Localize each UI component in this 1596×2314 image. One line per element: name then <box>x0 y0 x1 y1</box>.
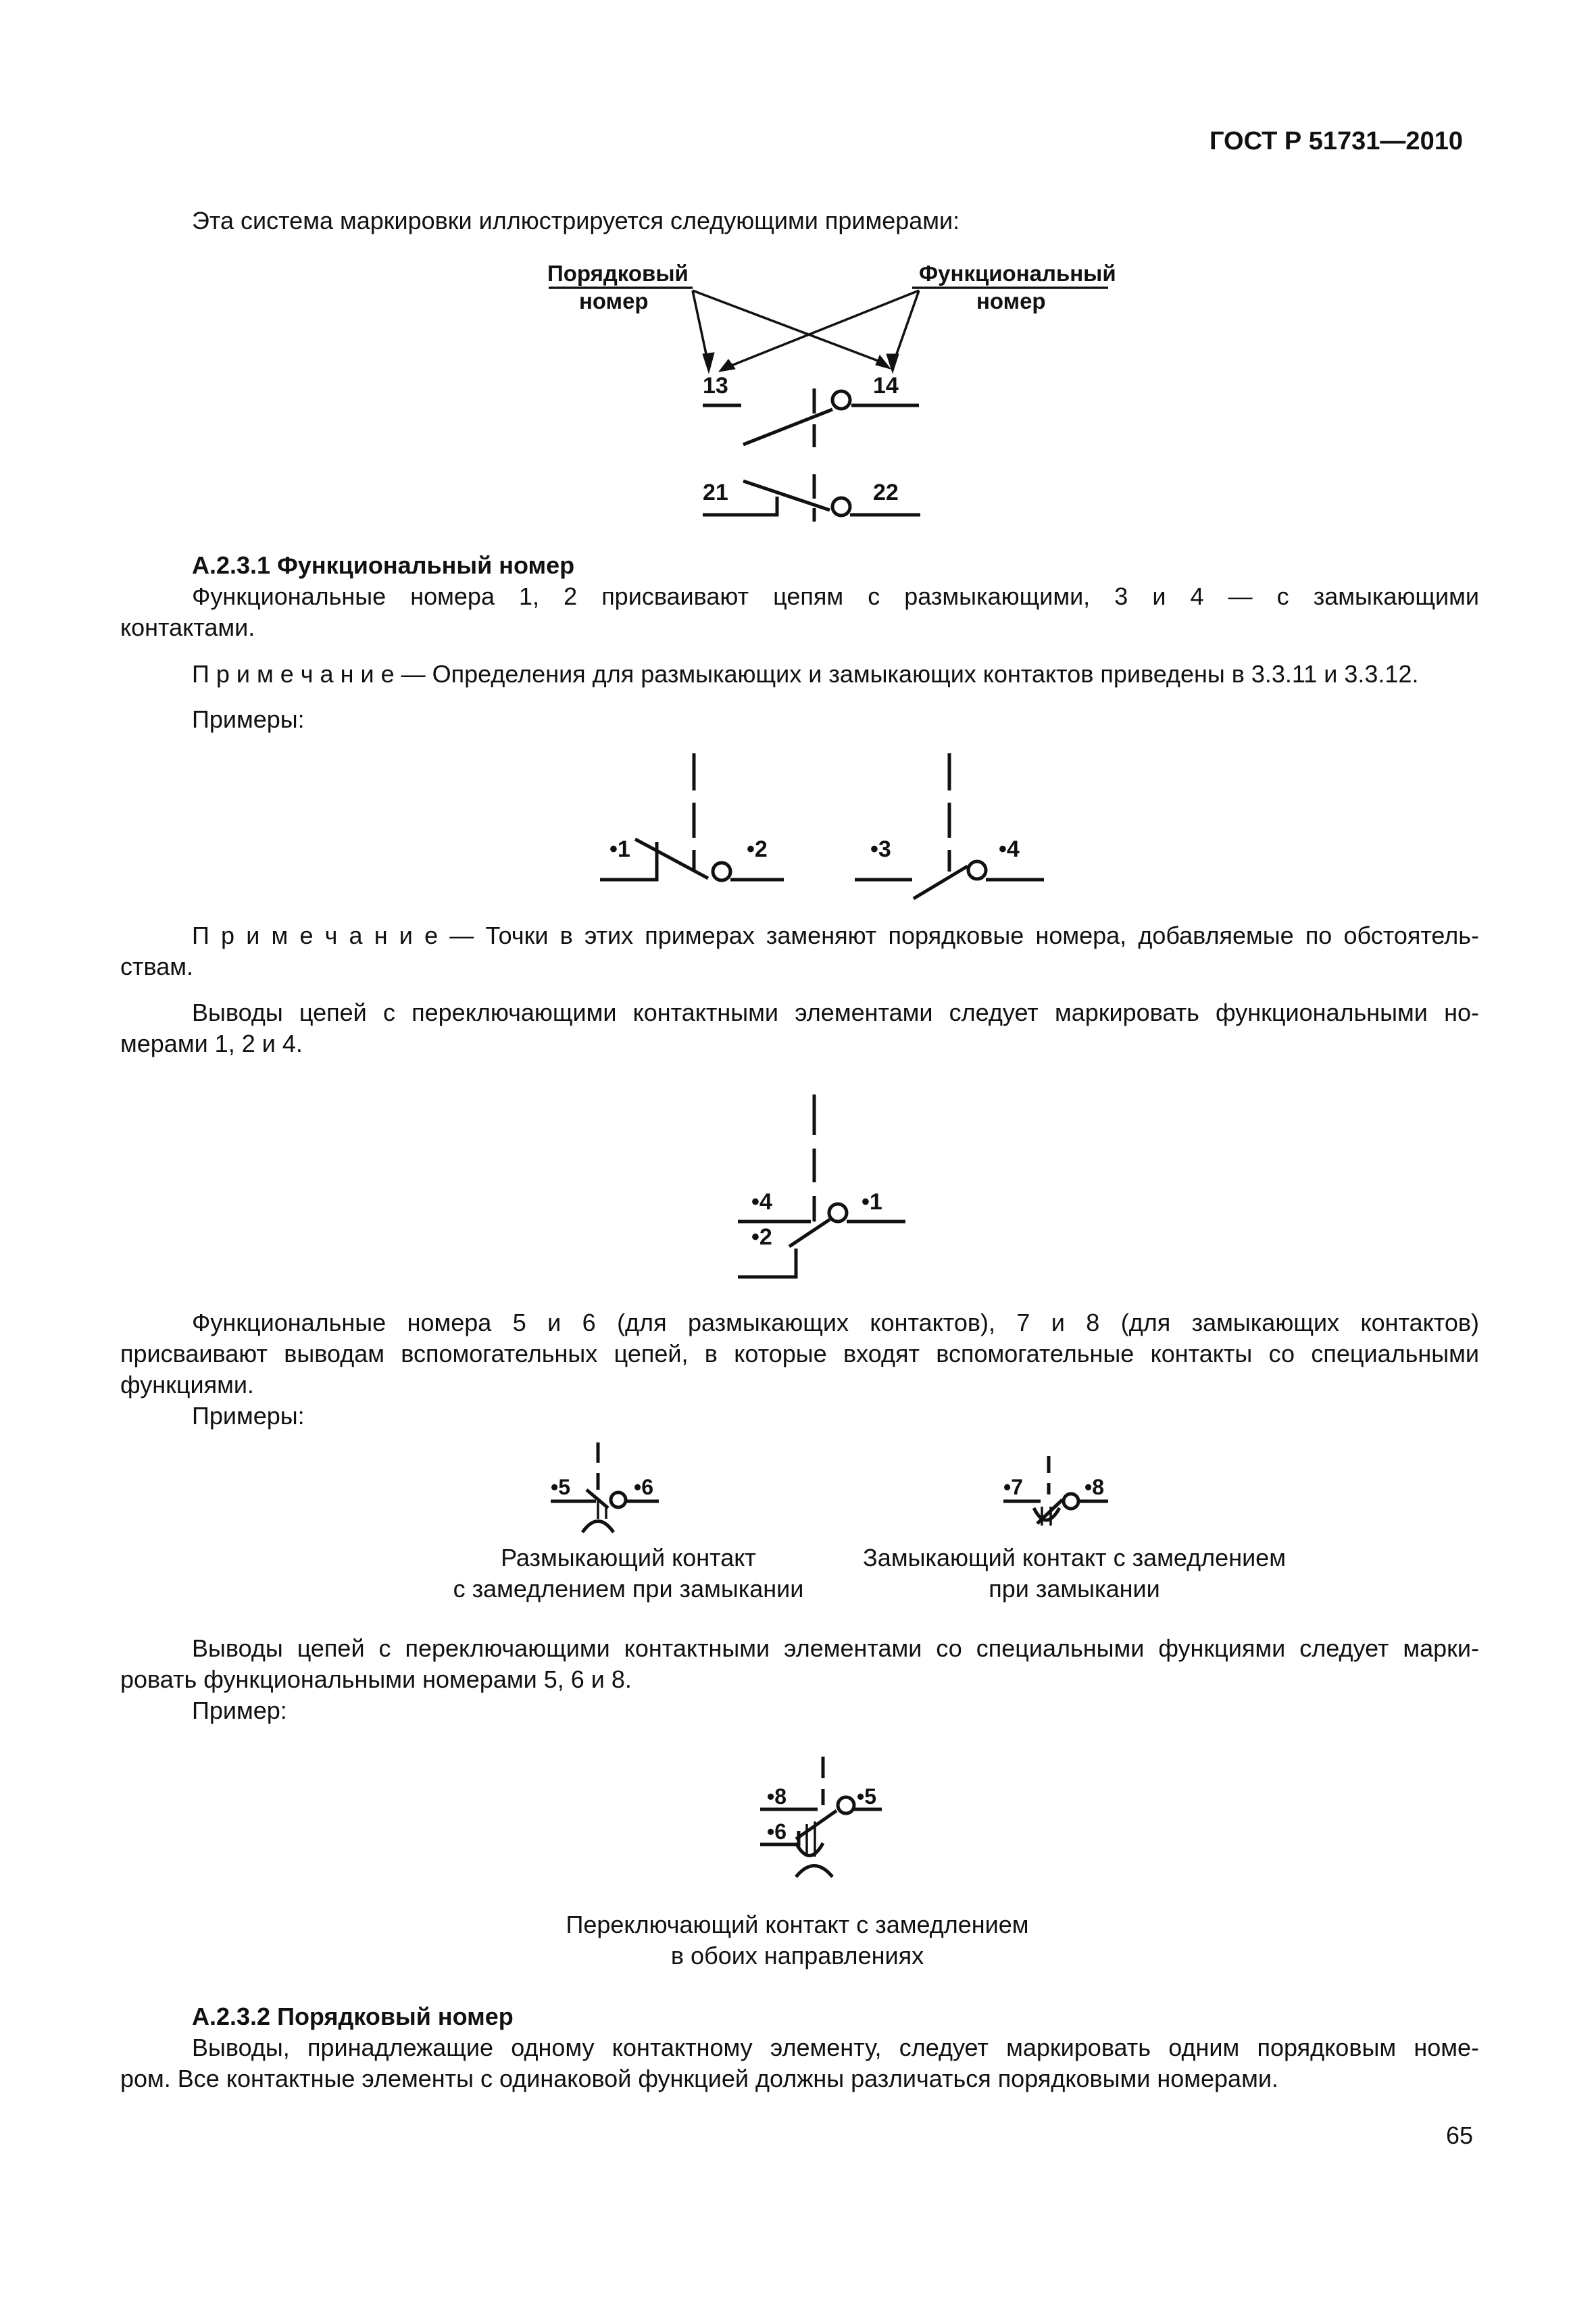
section-a231-para-line2: контактами. <box>120 613 255 641</box>
fig4-caption-right-1: Замыкающий контакт с замедлением <box>863 1544 1286 1571</box>
fig2-label-1: •1 <box>609 836 630 862</box>
fig4-label-7: •7 <box>1003 1475 1023 1499</box>
section-a231-heading: А.2.3.1 Функциональный номер <box>192 551 575 579</box>
fig5-caption-1: Переключающий контакт с замедлением <box>566 1911 1029 1938</box>
examples-label-1: Примеры: <box>192 705 305 733</box>
page-number: 65 <box>1446 2121 1474 2149</box>
note-1: П р и м е ч а н и е — Определения для размыкающих и замыкающих контактов приведены в 3.3.11 и 3.3.12. <box>192 660 1419 688</box>
paragraph-4-line1: Выводы цепей с переключающими контактными элементами со специальными функциями следует марки- <box>192 1634 1479 1662</box>
fig3-label-4: •4 <box>751 1189 772 1215</box>
examples-label-2: Примеры: <box>192 1402 305 1430</box>
fig1-label-21: 21 <box>703 480 728 505</box>
fig4-caption-left-1: Размыкающий контакт <box>501 1544 756 1571</box>
fig2-label-2: •2 <box>747 836 768 862</box>
paragraph-3-line3: функциями. <box>120 1371 254 1399</box>
note-2-line2: ствам. <box>120 953 193 980</box>
fig5-label-6: •6 <box>767 1819 787 1844</box>
paragraph-2-line2: мерами 1, 2 и 4. <box>120 1030 303 1057</box>
intro-text: Эта система маркировки иллюстрируется следующими примерами: <box>192 207 960 234</box>
fig1-label-22: 22 <box>873 480 899 505</box>
fig5-label-8: •8 <box>767 1784 787 1809</box>
fig4-label-6: •6 <box>634 1475 653 1499</box>
section-a232-heading: А.2.3.2 Порядковый номер <box>192 2003 514 2030</box>
fig4-label-8: •8 <box>1084 1475 1104 1499</box>
fig3-label-2: •2 <box>751 1224 772 1250</box>
fig4-caption-right-2: при замыкании <box>989 1575 1160 1603</box>
paragraph-2-line1: Выводы цепей с переключающими контактными элементами следует маркировать функциональными но- <box>192 999 1479 1026</box>
fig4-caption-left-2: с замедлением при замыкании <box>453 1575 804 1603</box>
standard-header: ГОСТ Р 51731—2010 <box>1210 127 1463 155</box>
paragraph-3-line1: Функциональные номера 5 и 6 (для размыкающих контактов), 7 и 8 (для замыкающих контактов) <box>192 1309 1479 1336</box>
fig1-label-ordinal: Порядковый <box>547 261 689 286</box>
fig2-label-4: •4 <box>999 836 1020 862</box>
section-a231-para-line1: Функциональные номера 1, 2 присваивают цепям с размыкающими, 3 и 4 — с замыкающими <box>192 582 1479 610</box>
section-a232-line2: ром. Все контактные элементы с одинаковой функцией должны различаться порядковыми номерами. <box>120 2065 1278 2092</box>
fig1-label-14: 14 <box>873 373 899 399</box>
fig1-label-ordinal-2: номер <box>579 288 649 313</box>
fig1-label-functional: Функциональный <box>919 261 1116 286</box>
fig1-label-13: 13 <box>703 373 728 399</box>
fig3-label-1: •1 <box>862 1189 882 1215</box>
fig1-label-functional-2: номер <box>976 288 1046 313</box>
section-a232-line1: Выводы, принадлежащие одному контактному элементу, следует маркировать одним порядковым номе- <box>192 2034 1479 2061</box>
fig2-label-3: •3 <box>870 836 891 862</box>
fig4-label-5: •5 <box>551 1475 570 1499</box>
fig5-caption-2: в обоих направлениях <box>670 1942 924 1969</box>
paragraph-3-line2: присваивают выводам вспомогательных цепей, в которые входят вспомогательные контакты со специальными <box>120 1340 1479 1367</box>
fig5-label-5: •5 <box>857 1784 876 1809</box>
note-2-line1: П р и м е ч а н и е — Точки в этих примерах заменяют порядковые номера, добавляемые по обстоятель- <box>192 922 1479 949</box>
example-label: Пример: <box>192 1696 287 1724</box>
paragraph-4-line2: ровать функциональными номерами 5, 6 и 8. <box>120 1665 632 1693</box>
